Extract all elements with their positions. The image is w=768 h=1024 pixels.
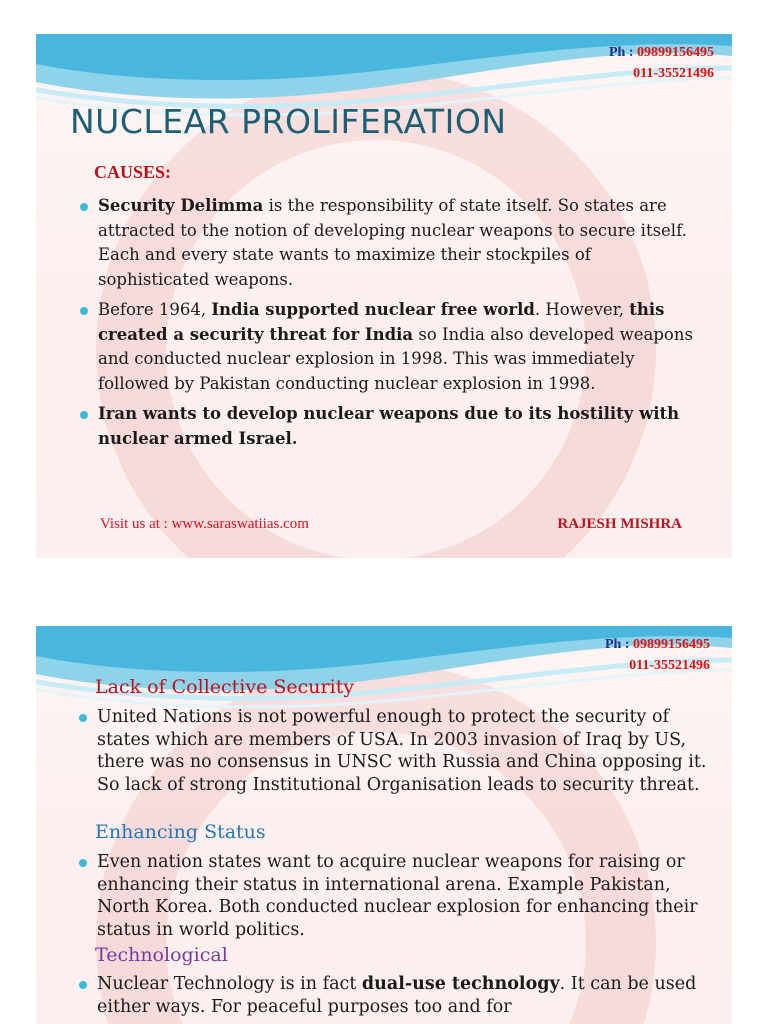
bullet-text: Even nation states want to acquire nuclear weapons for raising or enhancing their status in international arena. Example Pakistan, North Korea. Both conducted nuclear explosion for enhancing their status in world politics. <box>97 852 698 940</box>
causes-heading: CAUSES: <box>94 162 172 182</box>
website-footer: Visit us at : www.saraswatiias.com <box>100 516 309 532</box>
list-item <box>78 298 698 396</box>
phone-number-1: 09899156495 <box>637 45 714 60</box>
bullet-text: Nuclear Technology is in fact <box>97 974 362 994</box>
bold-text: India supported nuclear free world <box>211 300 535 319</box>
bullet-text: so India also developed weapons and conducted nuclear explosion in 1998. This was immediately followed by Pakistan conducting nuclear explosion in 1998. <box>98 324 693 393</box>
bold-text: Security Delimma <box>98 196 264 215</box>
section-list <box>77 851 713 941</box>
bullet-dot-icon <box>80 307 88 315</box>
bullet-text: United Nations is not powerful enough to protect the security of states which are members of USA. In 2003 invasion of Iraq by US, there was no consensus in UNSC with Russia and China opposing it. So lack of strong Institutional Organisation leads to security threat. <box>97 707 707 795</box>
bullet-dot-icon <box>79 859 87 867</box>
section-list <box>77 706 713 796</box>
phone-number-1: 09899156495 <box>633 637 710 652</box>
phone-label: Ph : <box>609 45 637 60</box>
slide-2 <box>36 626 732 1024</box>
bullet-dot-icon <box>79 714 87 722</box>
bullet-text: Before 1964, <box>98 300 212 319</box>
contact-phone <box>609 42 714 84</box>
bullet-dot-icon <box>80 411 88 419</box>
section-heading: Technological <box>95 944 228 966</box>
phone-number-2: 011-35521496 <box>633 66 714 81</box>
list-item <box>77 706 713 796</box>
bullet-dot-icon <box>80 203 88 211</box>
slide-title: NUCLEAR PROLIFERATION <box>70 102 507 141</box>
phone-label: Ph : <box>605 637 633 652</box>
bold-text: dual-use technology <box>361 974 560 994</box>
list-item <box>77 973 713 1018</box>
author-footer: RAJESH MISHRA <box>557 516 682 532</box>
section-list <box>77 973 713 1018</box>
bullet-text: . It can be used either ways. For peaceful purposes too and for <box>97 974 697 1017</box>
causes-list <box>78 194 698 457</box>
bullet-text: is the responsibility of state itself. So states are attracted to the notion of developing nuclear weapons to secure itself. Each and every state wants to maximize their stockpiles of sophisticated weapons. <box>98 196 687 289</box>
bold-text: this created a security threat for India <box>98 300 665 344</box>
bullet-text: . However, <box>534 300 630 319</box>
list-item <box>78 194 698 292</box>
phone-number-2: 011-35521496 <box>629 658 710 673</box>
bullet-dot-icon <box>79 981 87 989</box>
bold-text: Iran wants to develop nuclear weapons due to its hostility with nuclear armed Israel. <box>98 404 680 448</box>
section-heading: Lack of Collective Security <box>95 676 355 698</box>
slide-1 <box>36 34 732 558</box>
contact-phone <box>605 634 710 676</box>
list-item <box>77 851 713 941</box>
list-item <box>78 402 698 451</box>
section-heading: Enhancing Status <box>95 821 266 843</box>
